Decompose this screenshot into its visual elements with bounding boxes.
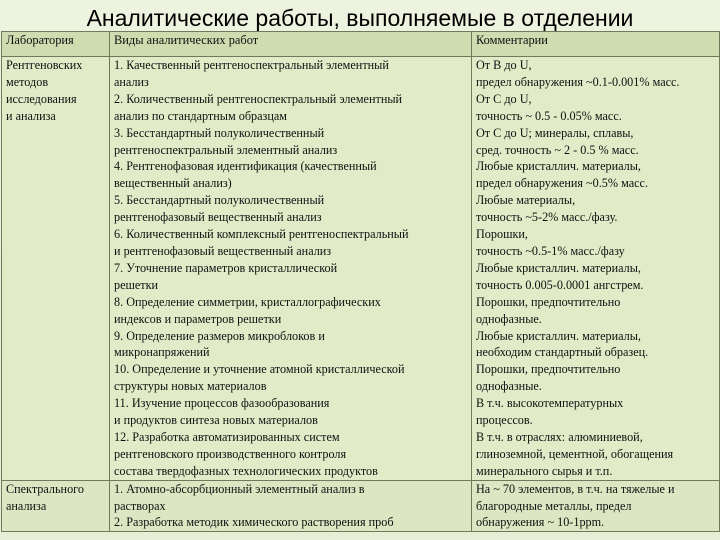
- header-laboratory: Лаборатория: [2, 32, 110, 57]
- cell-line: процессов.: [476, 413, 533, 428]
- cell-line: структуры новых материалов: [114, 379, 267, 394]
- cell-laboratory: [2, 480, 110, 532]
- cell-line: 7. Уточнение параметров кристаллической: [114, 260, 338, 275]
- cell-line: исследования: [6, 91, 77, 106]
- cell-line: 10. Определение и уточнение атомной кристаллической: [114, 362, 405, 377]
- cell-line: точность ~5-2% масс./фазу.: [476, 210, 618, 225]
- cell-line: точность ~0.5-1% масс./фазу: [476, 243, 625, 258]
- cell-laboratory: [2, 57, 110, 481]
- table-header-row: [2, 32, 720, 57]
- cell-line: 8. Определение симметрии, кристаллографических: [114, 294, 381, 309]
- cell-line: Рентгеновских: [6, 58, 83, 72]
- cell-line: и продуктов синтеза новых материалов: [114, 413, 318, 428]
- cell-line: предел обнаружения ~0.1-0.001% масс.: [476, 74, 680, 89]
- cell-line: и рентгенофазовый вещественный анализ: [114, 243, 332, 258]
- cell-line: В т.ч. высокотемпературных: [476, 396, 624, 411]
- cell-line: Любые кристаллич. материалы,: [476, 260, 641, 275]
- cell-line: однофазные.: [476, 311, 542, 326]
- cell-line: Порошки,: [476, 227, 528, 242]
- cell-line: благородные металлы, предел: [476, 498, 632, 513]
- slide-title: Аналитические работы, выполняемые в отделении: [86, 5, 634, 31]
- cell-line: и анализа: [6, 108, 56, 123]
- cell-line: анализ по стандартным образцам: [114, 108, 287, 123]
- cell-line: состава твердофазных технологических продуктов: [114, 463, 378, 478]
- cell-line: Любые кристаллич. материалы,: [476, 159, 641, 174]
- cell-line: анализ: [114, 74, 149, 89]
- cell-line: обнаружения ~ 10-1ppm.: [476, 515, 605, 530]
- cell-line: От С до U,: [476, 91, 532, 106]
- cell-line: Спектрального: [6, 481, 84, 496]
- cell-line: 2. Количественный рентгеноспектральный элементный: [114, 91, 403, 106]
- cell-comments: [472, 57, 720, 481]
- cell-line: 4. Рентгенофазовая идентификация (качественный: [114, 159, 377, 174]
- cell-line: 9. Определение размеров микроблоков и: [114, 328, 325, 343]
- cell-line: Любые кристаллич. материалы,: [476, 328, 641, 343]
- header-comments: Комментарии: [472, 32, 720, 57]
- cell-line: От В до U,: [476, 58, 532, 72]
- cell-line: решетки: [114, 277, 159, 292]
- table-row: [2, 57, 720, 481]
- cell-line: предел обнаружения ~0.5% масс.: [476, 176, 648, 191]
- cell-line: рентгеноспектральный элементный анализ: [114, 142, 338, 157]
- cell-line: анализа: [6, 498, 47, 513]
- cell-line: Порошки, предпочтительно: [476, 294, 621, 309]
- cell-line: 1. Качественный рентгеноспектральный элементный: [114, 58, 389, 72]
- cell-line: минерального сырья и т.п.: [476, 463, 613, 478]
- cell-line: 3. Бесстандартный полуколичественный: [114, 125, 325, 140]
- cell-line: 6. Количественный комплексный рентгеноспектральный: [114, 227, 409, 242]
- cell-line: необходим стандартный образец.: [476, 345, 649, 360]
- header-works: Виды аналитических работ: [110, 32, 472, 57]
- cell-line: точность 0.005-0.0001 ангстрем.: [476, 277, 644, 292]
- cell-line: индексов и параметров решетки: [114, 311, 282, 326]
- cell-line: глиноземной, цементной, обогащения: [476, 446, 674, 461]
- cell-line: В т.ч. в отраслях: алюминиевой,: [476, 429, 643, 444]
- cell-line: рентгеновского производственного контроля: [114, 446, 347, 461]
- cell-line: точность ~ 0.5 - 0.05% масс.: [476, 108, 622, 123]
- cell-line: 5. Бесстандартный полуколичественный: [114, 193, 325, 208]
- cell-works: [110, 480, 472, 532]
- cell-line: 12. Разработка автоматизированных систем: [114, 429, 340, 444]
- cell-line: сред. точность ~ 2 - 0.5 % масс.: [476, 142, 639, 157]
- cell-line: 11. Изучение процессов фазообразования: [114, 396, 330, 411]
- cell-line: 1. Атомно-абсорбционный элементный анализ в: [114, 481, 365, 496]
- cell-line: вещественный анализ): [114, 176, 232, 191]
- cell-line: От С до U; минералы, сплавы,: [476, 125, 634, 140]
- cell-line: Любые материалы,: [476, 193, 576, 208]
- table-row: [2, 480, 720, 532]
- cell-line: 2. Разработка методик химического растворения проб: [114, 515, 394, 530]
- analytical-works-table: [1, 31, 720, 532]
- cell-line: однофазные.: [476, 379, 542, 394]
- cell-line: рентгенофазовый вещественный анализ: [114, 210, 322, 225]
- cell-line: методов: [6, 74, 49, 89]
- cell-works: [110, 57, 472, 481]
- cell-comments: [472, 480, 720, 532]
- cell-line: Порошки, предпочтительно: [476, 362, 621, 377]
- cell-line: микронапряжений: [114, 345, 210, 360]
- cell-line: растворах: [114, 498, 166, 513]
- cell-line: На ~ 70 элементов, в т.ч. на тяжелые и: [476, 481, 675, 496]
